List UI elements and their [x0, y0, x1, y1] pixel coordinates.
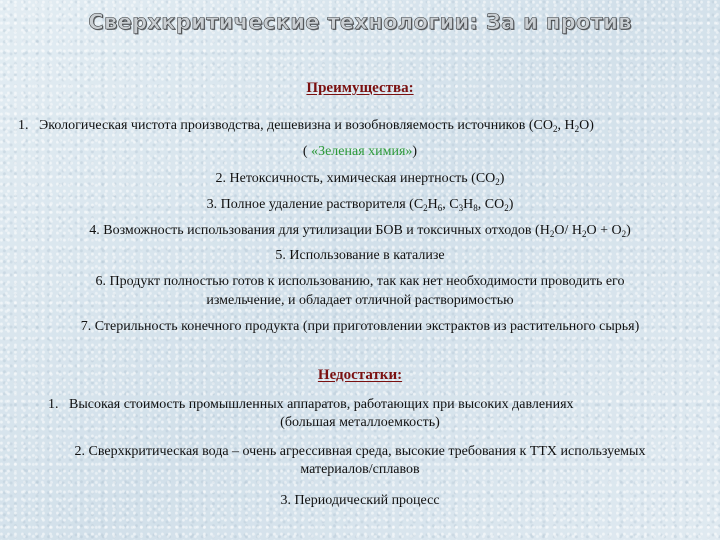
- advantage-item-6-line-2: измельчение, и обладает отличной растворимостью: [206, 293, 514, 308]
- advantage-item-5: 5. Использование в катализе: [275, 248, 445, 263]
- disadvantage-item-2-line-1: 2. Сверхкритическая вода – очень агрессивная среда, высокие требования к ТТХ используемых: [74, 444, 646, 459]
- green-chemistry-label: «Зеленая химия»: [311, 144, 413, 159]
- advantage-item-1: [18, 117, 720, 135]
- disadvantage-item-2-line-2: материалов/сплавов: [300, 462, 420, 477]
- advantage-item-1-green-chemistry: ( «Зеленая химия»): [302, 144, 418, 159]
- disadvantage-item-3: 3. Периодический процесс: [280, 493, 440, 508]
- advantage-item-2: 2. Нетоксичность, химическая инертность $(CO_2)$: [215, 171, 505, 187]
- advantage-item-1-text: Экологическая чистота производства, дешевизна и возобновляемость источников ($CO_2$, $H_2O$): [39, 118, 594, 134]
- advantage-item-1-number: 1.: [18, 118, 29, 133]
- disadvantage-item-1-number: 1.: [48, 397, 59, 412]
- advantage-item-7: 7. Стерильность конечного продукта (при приготовлении экстрактов из растительного сырья): [80, 319, 640, 334]
- disadvantage-item-1-line-1: 1. Высокая стоимость промышленных аппаратов, работающих при высоких давлениях: [48, 397, 574, 412]
- advantage-item-4: 4. Возможность использования для утилизации БОВ и токсичных отходов ($H_2O/$ $H_2O + O_2$): [89, 223, 631, 239]
- disadvantage-item-1-line-2: (большая металлоемкость): [280, 415, 440, 430]
- slide-title: Сверхкритические технологии: За и против: [88, 10, 632, 34]
- advantage-item-3: 3. Полное удаление растворителя ($C_2H_6$, $C_3H_8$, $CO_2$): [206, 197, 514, 213]
- disadvantages-heading: Недостатки:: [317, 367, 403, 383]
- advantage-item-6-line-1: 6. Продукт полностью готов к использованию, так как нет необходимости проводить его: [95, 274, 625, 289]
- advantages-heading: Преимущества:: [306, 80, 414, 96]
